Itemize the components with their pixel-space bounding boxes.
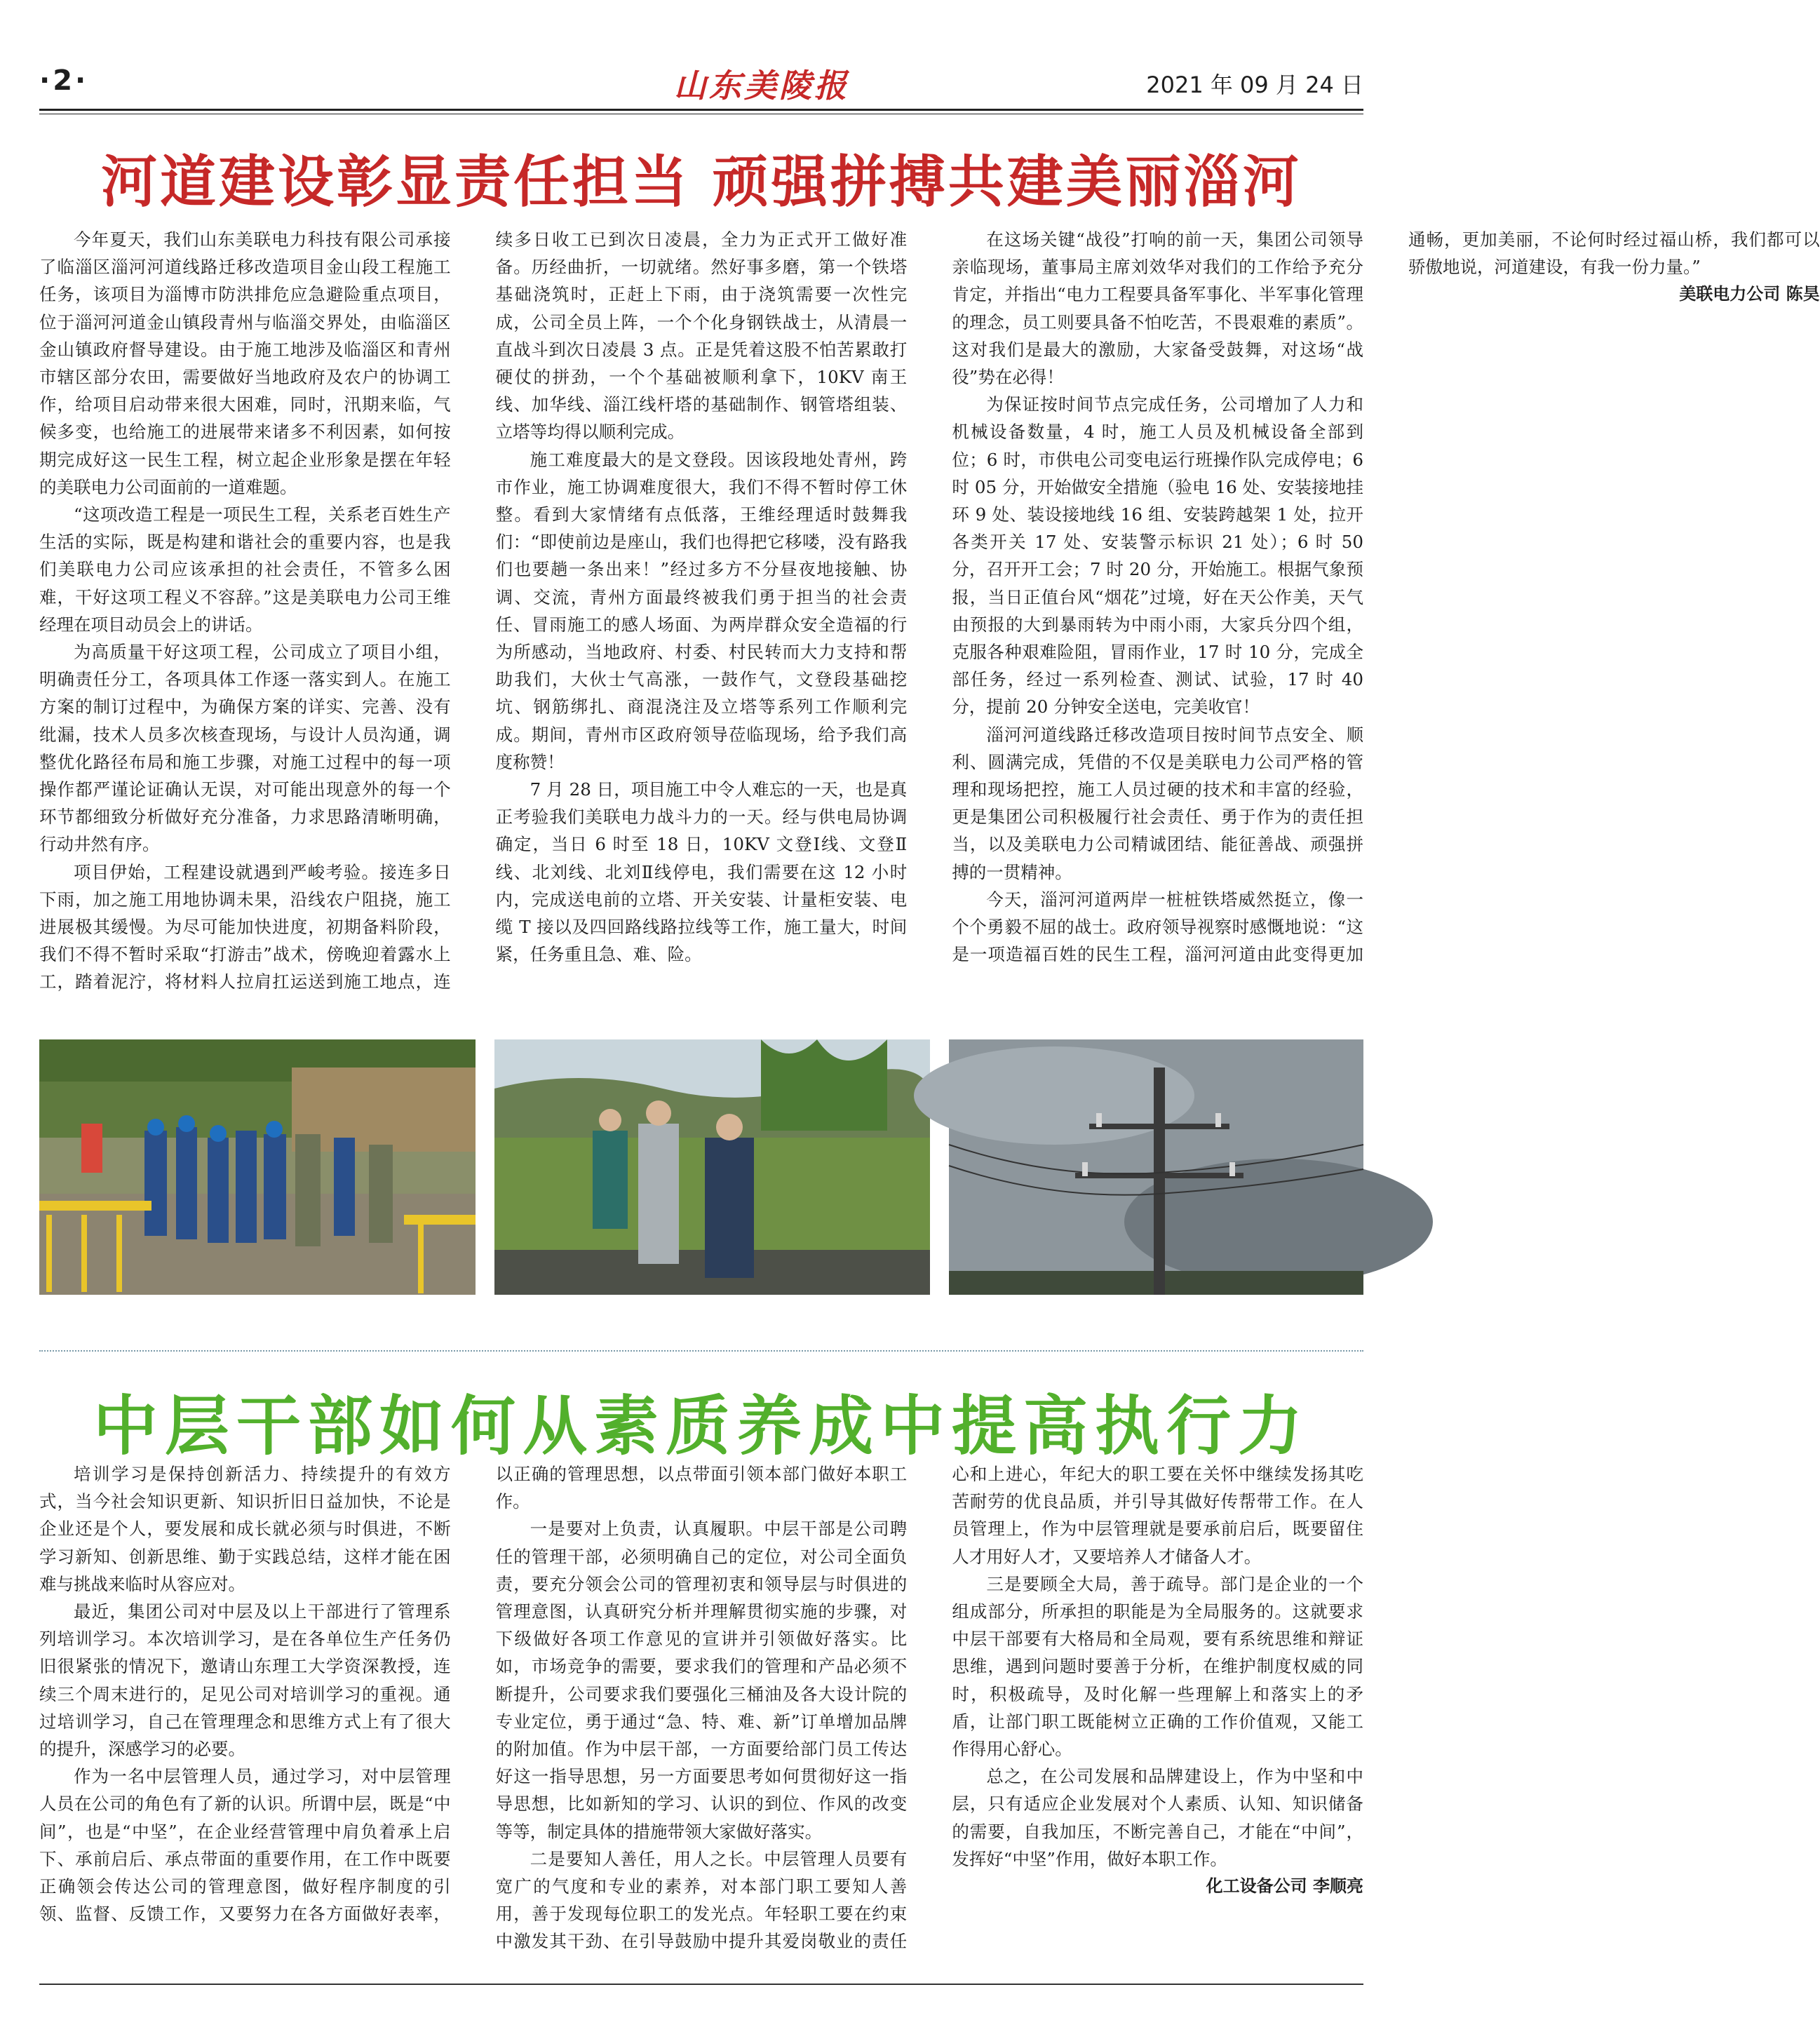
article2-paragraph: 作为一名中层管理人员，通过学习，对中层管理人员在公司的角色有了新的认识。所谓中层，既是“中间”，也是“中坚”，在企业经营管理中肩负着承上启下、承前启后、承点带面的重要作用，在工作中既要正确领会传达公司的管理意图，做好程序制度的引领、监督、反馈工作，又要努力在各方面做好表率，以正确的管理思想，以点带面引领本部门做好本职工作。 [39, 1464, 908, 1925]
section-divider [39, 1350, 1363, 1352]
article1-paragraph: “这项改造工程是一项民生工程，关系老百姓生产生活的实际，既是构建和谐社会的重要内容，也是我们美联电力公司应该承担的社会责任，不管多么困难，干好这项工程义不容辞。”这是美联电力公司王维经理在项目动员会上的讲话。 [39, 504, 451, 635]
header-rule [39, 109, 1363, 114]
power-pole-image [949, 1039, 1363, 1295]
article2-paragraph: 最近，集团公司对中层及以上干部进行了管理系列培训学习。本次培训学习，是在各单位生产任务仍旧很紧张的情况下，邀请山东理工大学资深教授，连续三个周末进行的，足见公司对培训学习的重视。通过培训学习，自己在管理理念和思维方式上有了很大的提升，深感学习的必要。 [39, 1601, 451, 1760]
article1-paragraph: 今天，淄河河道两岸一桩桩铁塔威然挺立，像一个个勇毅不屈的战士。政府领导视察时感慨地说：“这是一项造福百姓的民生工程，淄河河道由此变得更加通畅，更加美丽，不论何时经过福山桥，我们都可以骄傲地说，河道建设，有我一份力量。” [952, 229, 1820, 965]
article1-paragraph: 为保证按时间节点完成任务，公司增加了人力和机械设备数量，4 时，施工人员及机械设备全部到位；6 时，市供电公司变电运行班操作队完成停电；6 时 05 分，开始做安全措施（验电 16 处、安装接地挂环 9 处、装设接地线 16 组、安装跨越架 1 处，拉开各类开关 17 处、安装警示标识 21 处）；6 时 50 分，召开开工会；7 时 20 分，开始施工。根据气象预报，当日正值台风“烟花”过境，好在天公作美，天气由预报的大到暴雨转为中雨小雨，大家兵分四个组，克服各种艰难险阻，冒雨作业，17 时 10 分，完成全部任务，经过一系列检查、测试、试验，17 时 40 分，提前 20 分钟安全送电，完美收官！ [952, 394, 1363, 718]
article2-body [39, 1460, 1363, 1965]
article2-headline: 中层干部如何从素质养成中提高执行力 [93, 1389, 1309, 1464]
article2-paragraph: 培训学习是保持创新活力、持续提升的有效方式，当今社会知识更新、知识折旧日益加快，不论是企业还是个人，要发展和成长就必须与时俱进，不断学习新知、创新思维、勤于实践总结，这样才能在困难与挑战来临时从容应对。 [39, 1464, 451, 1594]
construction-crew-image [39, 1039, 476, 1295]
page-header [39, 65, 1363, 107]
article1-paragraph: 在这场关键“战役”打响的前一天，集团公司领导亲临现场，董事局主席刘效华对我们的工作给予充分肯定，并指出“电力工程要具备军事化、半军事化管理的理念，员工则要具备不怕吃苦，不畏艰难的素质”。这对我们是最大的激励，大家备受鼓舞，对这场“战役”势在必得！ [952, 229, 1363, 388]
leaders-inspection-image [494, 1039, 930, 1295]
masthead-logo: 山东美陵报 [674, 67, 849, 105]
article1-paragraph: 淄河河道线路迁移改造项目按时间节点安全、顺利、圆满完成，凭借的不仅是美联电力公司严格的管理和现场把控，施工人员过硬的技术和丰富的经验，更是集团公司积极履行社会责任、勇于作为的责任担当，以及美联电力公司精诚团结、能征善战、顽强拼搏的一贯精神。 [952, 724, 1363, 882]
article1-body [39, 226, 1820, 1017]
footer-rule [39, 1984, 1363, 1985]
photo-construction-crew [39, 1039, 476, 1295]
article2-paragraph: 总之，在公司发展和品牌建设上，作为中坚和中层，只有适应企业发展对个人素质、认知、知识储备的需要，自我加压，不断完善自己，才能在“中间”，发挥好“中坚”作用，做好本职工作。 [952, 1766, 1363, 1869]
article1-paragraph: 7 月 28 日，项目施工中令人难忘的一天，也是真正考验我们美联电力战斗力的一天。经与供电局协调确定，当日 6 时至 18 日，10KV 文登Ⅰ线、文登Ⅱ线、北刘线、北刘Ⅱ线停电，我们需要在这 12 小时内，完成送电前的立塔、开关安装、计量柜安装、电缆 T 接以及四回路线路拉线等工作，施工量大，时间紧，任务重且急、难、险。 [495, 779, 908, 965]
article2-paragraph: 一是要对上负责，认真履职。中层干部是公司聘任的管理干部，必须明确自己的定位，对公司全面负责，要充分领会公司的管理初衷和领导层与时俱进的管理意图，认真研究分析并理解贯彻实施的步骤，对下级做好各项工作意见的宣讲并引领做好落实。比如，市场竞争的需要，要求我们的管理和产品必须不断提升，公司要求我们要强化三桶油及各大设计院的专业定位，勇于通过“急、特、难、新”订单增加品牌的附加值。作为中层干部，一方面要给部门员工传达好这一指导思想，另一方面要思考如何贯彻好这一指导思想，比如新知的学习、认识的到位、作风的改变等等，制定具体的措施带领大家做好落实。 [495, 1519, 908, 1842]
article1-paragraph: 今年夏天，我们山东美联电力科技有限公司承接了临淄区淄河河道线路迁移改造项目金山段工程施工任务，该项目为淄博市防洪排危应急避险重点项目，位于淄河河道金山镇段青州与临淄交界处，由临淄区金山镇政府督导建设。由于施工地涉及临淄区和青州市辖区部分农田，需要做好当地政府及农户的协调工作，给项目启动带来很大困难，同时，汛期来临，气候多变，也给施工的进展带来诸多不利因素，如何按期完成好这一民生工程，树立起企业形象是摆在年轻的美联电力公司面前的一道难题。 [39, 229, 451, 497]
article1-paragraph: 为高质量干好这项工程，公司成立了项目小组，明确责任分工，各项具体工作逐一落实到人。在施工方案的制订过程中，为确保方案的详实、完善、没有纰漏，技术人员多次核查现场，与设计人员沟通，调整优化路径布局和施工步骤，对施工过程中的每一项操作都严谨论证确认无误，对可能出现意外的每一个环节都细致分析做好充分准备，力求思路清晰明确，行动井然有序。 [39, 642, 451, 855]
article1-paragraph: 施工难度最大的是文登段。因该段地处青州，跨市作业，施工协调难度很大，我们不得不暂时停工休整。看到大家情绪有点低落，王维经理适时鼓舞我们：“即使前边是座山，我们也得把它移喽，没有路我们也要趟一条出来！”经过多方不分昼夜地接触、协调、交流，青州方面最终被我们勇于担当的社会责任、冒雨施工的感人场面、为两岸群众安全造福的行为所感动，当地政府、村委、村民转而大力支持和帮助我们，大伙士气高涨，一鼓作气，文登段基础挖坑、钢筋绑扎、商混浇注及立塔等系列工作顺利完成。期间，青州市区政府领导莅临现场，给予我们高度称赞！ [495, 449, 908, 772]
article1-headline: 河道建设彰显责任担当 顽强拼搏共建美丽淄河 [101, 149, 1302, 215]
article1-byline: 美联电力公司 陈昊 [1679, 284, 1820, 304]
photo-power-pole [949, 1039, 1363, 1295]
publication-date: 2021 年 09 月 24 日 [1146, 72, 1363, 98]
article2-byline: 化工设备公司 李顺亮 [1206, 1876, 1363, 1897]
article1-paragraph: 项目伊始，工程建设就遇到严峻考验。接连多日下雨，加之施工用地协调未果，沿线农户阻挠，施工进展极其缓慢。为尽可能加快进度，初期备料阶段，我们不得不暂时采取“打游击”战术，傍晚迎着露水上工，踏着泥泞，将材料人拉肩扛运送到施工地点，连续多日收工已到次日凌晨，全力为正式开工做好准备。历经曲折，一切就绪。然好事多磨，第一个铁塔基础浇筑时，正赶上下雨，由于浇筑需要一次性完成，公司全员上阵，一个个化身钢铁战士，从清晨一直战斗到次日凌晨 3 点。正是凭着这股不怕苦累敢打硬仗的拼劲，一个个基础被顺利拿下，10KV 南王线、加华线、淄江线杆塔的基础制作、钢管塔组装、立塔等均得以顺利完成。 [39, 229, 908, 992]
photo-leaders-inspection [494, 1039, 930, 1295]
page-number: ·2· [39, 65, 89, 97]
article2-paragraph: 三是要顾全大局，善于疏导。部门是企业的一个组成部分，所承担的职能是为全局服务的。这就要求中层干部要有大格局和全局观，要有系统思维和辩证思维，遇到问题时要善于分析，在维护制度权威的同时，积极疏导，及时化解一些理解上和落实上的矛盾，让部门职工既能树立正确的工作价值观，又能工作得用心舒心。 [952, 1573, 1363, 1760]
article2-paragraph: 二是要知人善任，用人之长。中层管理人员要有宽广的气度和专业的素养，对本部门职工要知人善用，善于发现每位职工的发光点。年轻职工要在约束中激发其干劲、在引导鼓励中提升其爱岗敬业的责任心和上进心，年纪大的职工要在关怀中继续发扬其吃苦耐劳的优良品质，并引导其做好传帮带工作。在人员管理上，作为中层管理就是要承前启后，既要留住人才用好人才，又要培养人才储备人才。 [495, 1464, 1363, 1952]
